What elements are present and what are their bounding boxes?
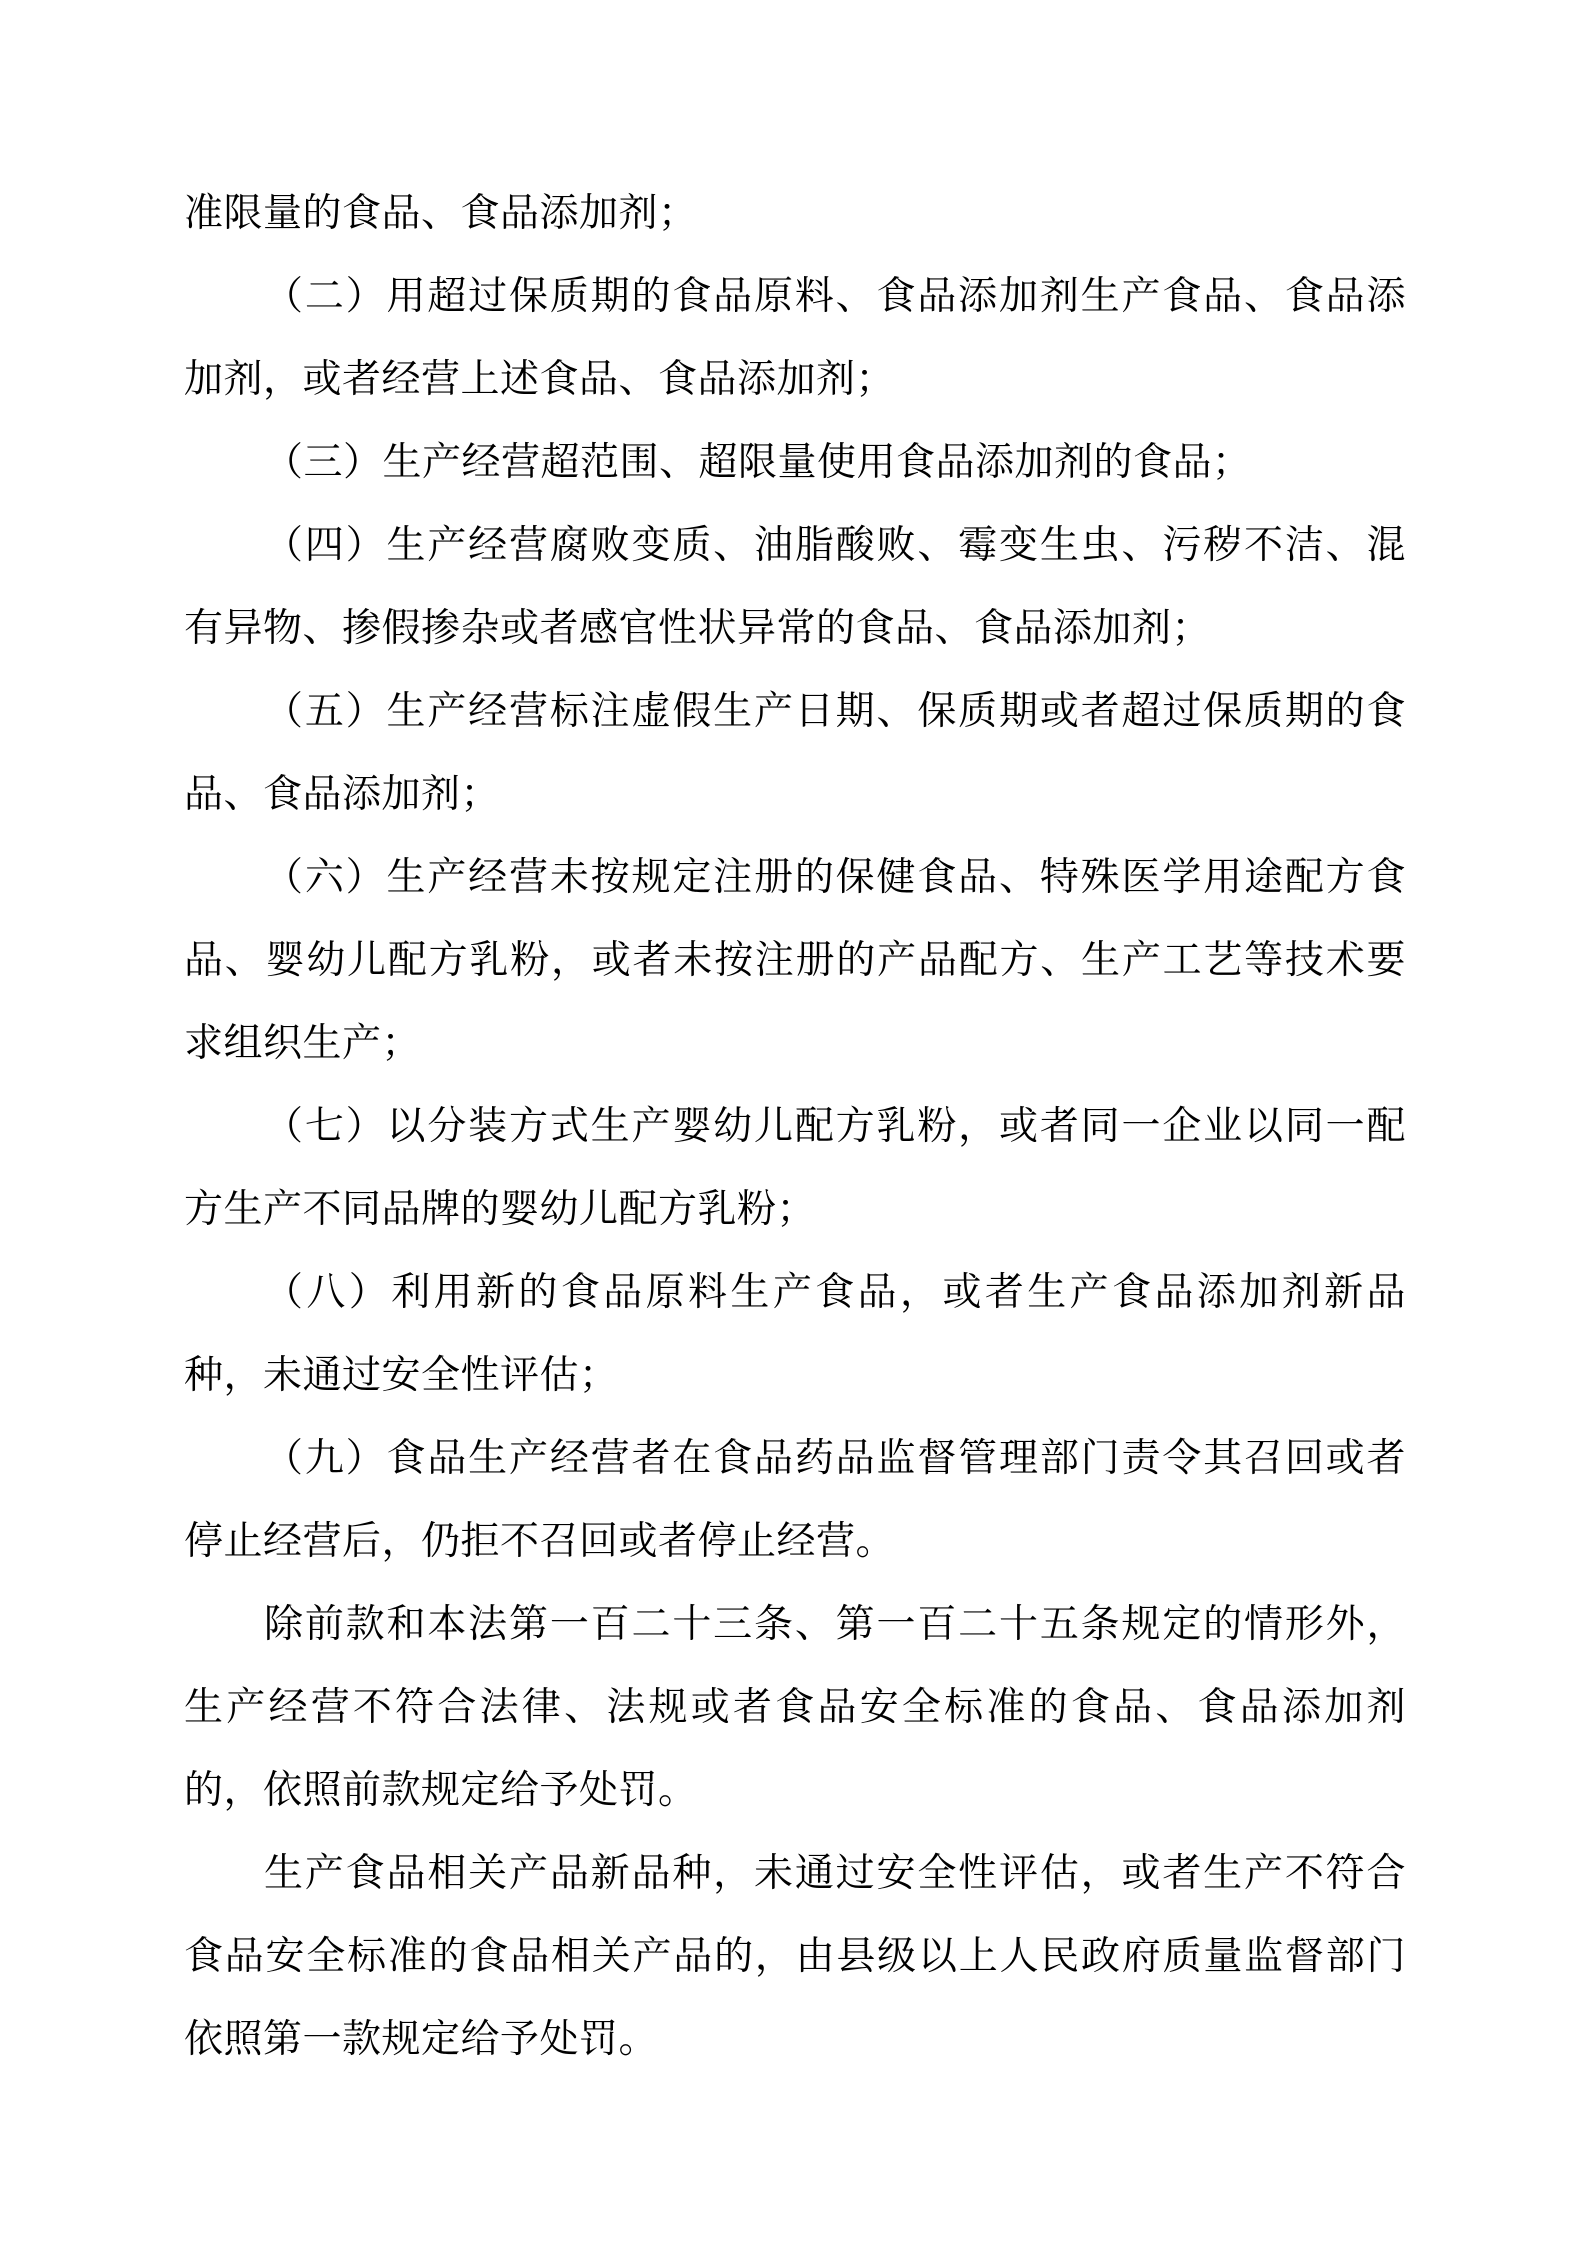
paragraph-item-4: （四）生产经营腐败变质、油脂酸败、霉变生虫、污秽不洁、混有异物、掺假掺杂或者感官性状异常的食品、食品添加剂； — [184, 523, 1406, 651]
paragraph-item-2: （二）用超过保质期的食品原料、食品添加剂生产食品、食品添加剂，或者经营上述食品、食品添加剂； — [184, 274, 1406, 402]
paragraph-clause-3: 生产食品相关产品新品种，未通过安全性评估，或者生产不符合食品安全标准的食品相关产品的，由县级以上人民政府质量监督部门依照第一款规定给予处罚。 — [184, 1851, 1406, 2062]
document-body — [184, 172, 1406, 2081]
paragraph-item-8: （八）利用新的食品原料生产食品，或者生产食品添加剂新品种，未通过安全性评估； — [184, 1270, 1406, 1398]
paragraph-item-6: （六）生产经营未按规定注册的保健食品、特殊医学用途配方食品、婴幼儿配方乳粉，或者未按注册的产品配方、生产工艺等技术要求组织生产； — [184, 855, 1406, 1066]
paragraph-item-7: （七）以分装方式生产婴幼儿配方乳粉，或者同一企业以同一配方生产不同品牌的婴幼儿配方乳粉； — [184, 1104, 1406, 1232]
paragraph-clause-2: 除前款和本法第一百二十三条、第一百二十五条规定的情形外，生产经营不符合法律、法规或者食品安全标准的食品、食品添加剂的，依照前款规定给予处罚。 — [184, 1602, 1406, 1813]
paragraph-item-3: （三）生产经营超范围、超限量使用食品添加剂的食品； — [264, 440, 1252, 485]
paragraph-continued: 准限量的食品、食品添加剂； — [184, 191, 698, 236]
paragraph-item-5: （五）生产经营标注虚假生产日期、保质期或者超过保质期的食品、食品添加剂； — [184, 689, 1406, 817]
paragraph-item-9: （九）食品生产经营者在食品药品监督管理部门责令其召回或者停止经营后，仍拒不召回或者停止经营。 — [184, 1436, 1406, 1564]
